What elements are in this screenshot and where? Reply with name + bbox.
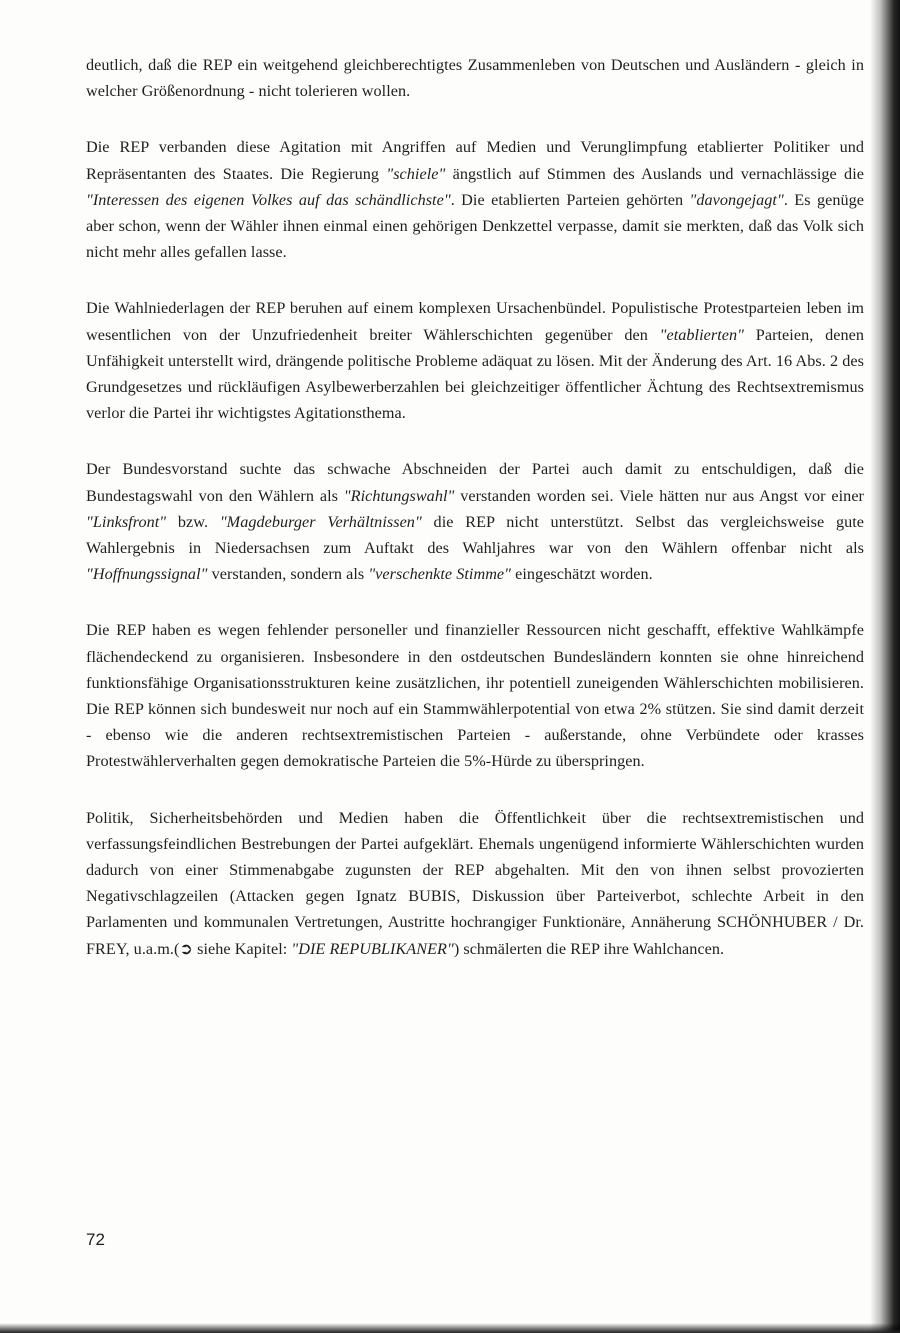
paragraph [86, 456, 864, 587]
page-number: 72 [86, 1230, 105, 1249]
italic-quote: "schiele" [386, 164, 446, 183]
text-run: . Die etablierten Parteien gehörten [450, 190, 690, 209]
paragraph [86, 617, 864, 774]
text-run: eingeschätzt worden. [511, 565, 653, 584]
paragraph [86, 805, 864, 962]
text-run: Der Bundesvorstand suchte das schwache Abschneiden der Partei auch damit zu entschuldigen, daß die Bundestagswahl von den Wählern als [86, 460, 864, 505]
bottom-page-edge [0, 1323, 900, 1333]
italic-quote: "Richtungswahl" [343, 486, 455, 505]
text-run: ängstlich auf Stimmen des Auslands und vernachlässige die [445, 164, 864, 183]
text-run: bzw. [166, 512, 220, 531]
text-run: Parteien, denen Unfähigkeit unterstellt wird, drängende politische Probleme adäquat zu lösen. Mit der Änderung des Art. 16 Abs. 2 des Grundgesetzes und rückläufigen Asylbewerberzahlen bei gleichzeitiger öffentlicher Ächtung des Rechtsextremismus verlor die Partei ihr wichtigstes Agitationsthema. [86, 325, 864, 423]
paragraph [86, 295, 864, 426]
italic-quote: "verschenkte Stimme" [368, 565, 512, 584]
text-run: ) schmälerten die REP ihre Wahlchancen. [453, 939, 725, 958]
italic-quote: "Interessen des eigenen Volkes auf das schändlichste" [86, 190, 451, 209]
italic-quote: "Magdeburger Verhältnissen" [219, 512, 422, 531]
text-run: die REP nicht unterstützt. Selbst das vergleichsweise gute Wahlergebnis in Niedersachsen zum Auftakt des Wahljahres war von den Wählern offenbar nicht als [86, 512, 865, 558]
paragraph [86, 52, 864, 104]
italic-quote: "DIE REPUBLIKANER" [291, 939, 454, 958]
text-run: deutlich, daß die REP ein weitgehend gleichberechtigtes Zusammenleben von Deutschen und Ausländern - gleich in welcher Größenordnung - nicht tolerieren wollen. [86, 56, 864, 101]
text-run: Die REP haben es wegen fehlender personeller und finanzieller Ressourcen nicht geschafft, effektive Wahlkämpfe flächendeckend zu organisieren. Insbesondere in den ostdeutschen Bundesländern konnten sie ohne hinreichend funktionsfähige Organisationsstrukturen keine zusätzlichen, ihr potentiell zuneigenden Wählerschichten mobilisieren. Die REP können sich bundesweit nur noch auf ein Stammwählerpotential von etwa 2% stützen. Sie sind damit derzeit - ebenso wie die anderen rechtsextremistischen Parteien - außerstande, ohne Verbündete oder krasses Protestwählerverhalten gegen demokratische Parteien die 5%-Hürde zu überspringen. [86, 621, 864, 771]
body-text [86, 52, 864, 992]
italic-quote: "etablierten" [659, 325, 745, 344]
italic-quote: "Hoffnungssignal" [86, 565, 208, 584]
text-run: . Es genüge aber schon, wenn der Wähler ihnen einmal einen gehörigen Denkzettel verpasse, damit sie merkten, daß das Volk sich nicht mehr alles gefallen lasse. [86, 190, 864, 262]
italic-quote: "Linksfront" [86, 512, 167, 531]
italic-quote: "davongejagt" [689, 190, 784, 209]
text-run: verstanden worden sei. Viele hätten nur aus Angst vor einer [454, 486, 865, 505]
text-run: Die REP verbanden diese Agitation mit Angriffen auf Medien und Verunglimpfung etablierter Politiker und Repräsentanten des Staates. Die Regierung [86, 138, 864, 183]
text-run: Die Wahlniederlagen der REP beruhen auf einem komplexen Ursachenbündel. Populistische Protestparteien leben im wesentlichen von der Unzufriedenheit breiter Wählerschichten gegenüber den [86, 299, 864, 344]
text-run: Politik, Sicherheitsbehörden und Medien haben die Öffentlichkeit über die rechtsextremistischen und verfassungsfeindlichen Bestrebungen der Partei aufgeklärt. Ehemals ungenügend informierte Wählerschichten wurden dadurch von einer Stimmenabgabe zugunsten der REP abgehalten. Mit den von ihnen selbst provozierten Negativschlagzeilen (Attacken gegen Ignatz BUBIS, Diskussion über Parteiverbot, schlechte Arbeit in den Parlamenten und kommunalen Vertretungen, Austritte hochrangiger Funktionäre, Annäherung SCHÖNHUBER / Dr. FREY, u.a.m.(➲ siehe Kapitel: [86, 808, 864, 958]
binding-shadow [870, 0, 900, 1333]
text-run: verstanden, sondern als [207, 565, 369, 584]
paragraph [86, 134, 864, 265]
